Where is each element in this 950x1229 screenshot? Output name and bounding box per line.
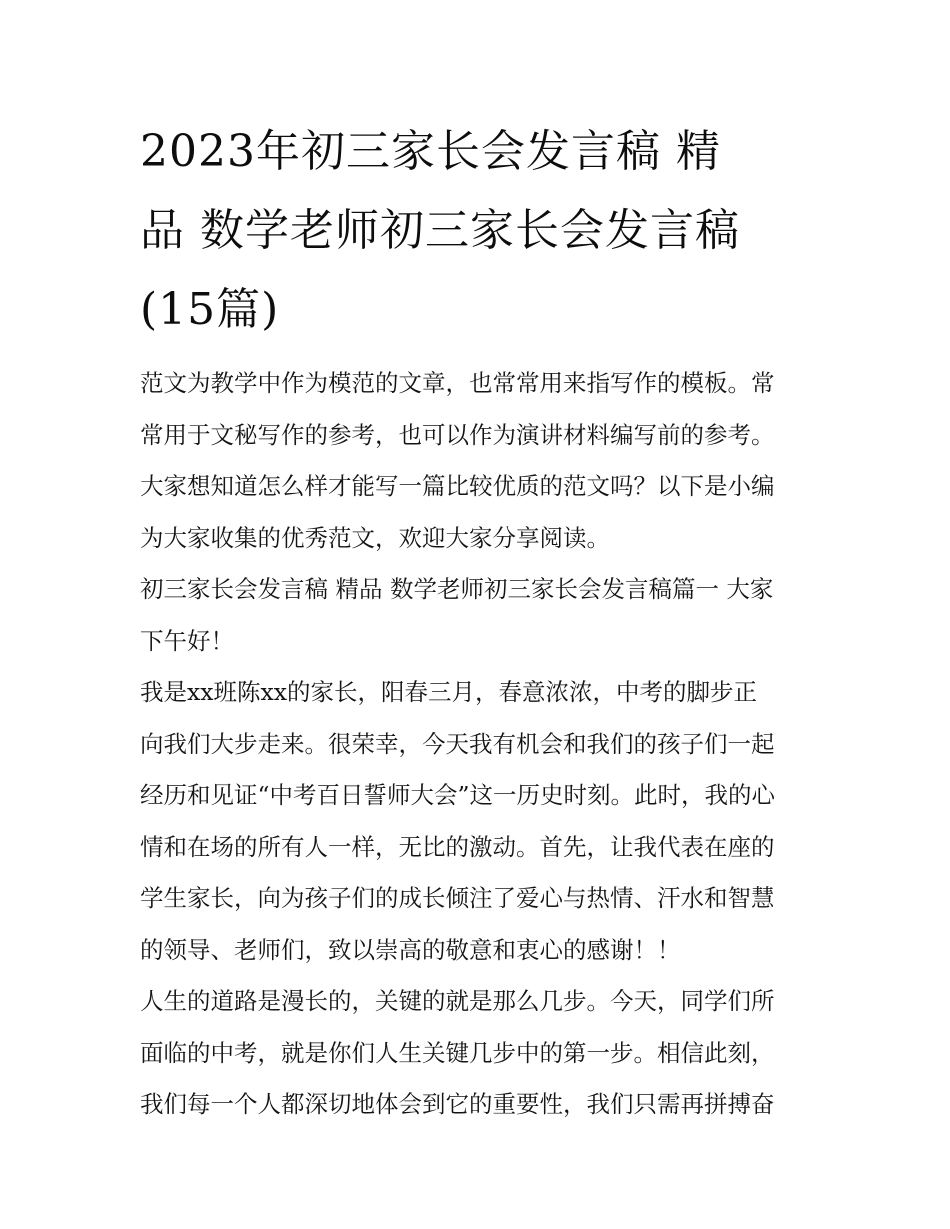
text-line: 学生家长，向为孩子们的成长倾注了爱心与热情、汗水和智慧 — [140, 884, 775, 912]
text-line: 常用于文秘写作的参考，也可以作为演讲材料编写前的参考。 — [140, 420, 775, 449]
text-line: 面临的中考，就是你们人生关键几步中的第一步。相信此刻， — [140, 1038, 775, 1067]
paragraph-intro — [140, 358, 820, 564]
paragraph-speech-body — [140, 976, 820, 1131]
title-line: 品 数学老师初三家长会发言稿 — [140, 205, 740, 256]
text-line: 范文为教学中作为模范的文章，也常常用来指写作的模板。常 — [140, 369, 775, 397]
title-line: (15篇) — [140, 284, 280, 335]
paragraph-section-heading — [140, 564, 820, 667]
document-body — [140, 358, 820, 1131]
title-line: 2023年初三家长会发言稿 精 — [140, 126, 721, 177]
text-line: 我们每一个人都深切地体会到它的重要性，我们只需再拼搏奋 — [140, 1090, 775, 1118]
paragraph-speech-opening — [140, 667, 820, 976]
text-line: 向我们大步走来。很荣幸，今天我有机会和我们的孩子们一起 — [140, 729, 775, 758]
text-line: 人生的道路是漫长的，关键的就是那么几步。今天，同学们所 — [140, 987, 775, 1015]
text-line: 下午好！ — [140, 626, 234, 655]
text-line: 大家想知道怎么样才能写一篇比较优质的范文吗？以下是小编 — [140, 472, 775, 500]
text-line: 初三家长会发言稿 精品 数学老师初三家长会发言稿篇一 大家 — [140, 575, 774, 603]
text-line: 为大家收集的优秀范文，欢迎大家分享阅读。 — [140, 523, 610, 552]
document-title — [140, 112, 820, 349]
text-line: 的领导、老师们，致以崇高的敬意和衷心的感谢！！ — [140, 935, 681, 964]
text-line: 情和在场的所有人一样，无比的激动。首先，让我代表在座的 — [140, 832, 775, 861]
text-line: 我是xx班陈xx的家长，阳春三月，春意浓浓，中考的脚步正 — [140, 678, 758, 706]
text-line: 经历和见证“中考百日誓师大会”这一历史时刻。此时，我的心 — [140, 781, 776, 809]
